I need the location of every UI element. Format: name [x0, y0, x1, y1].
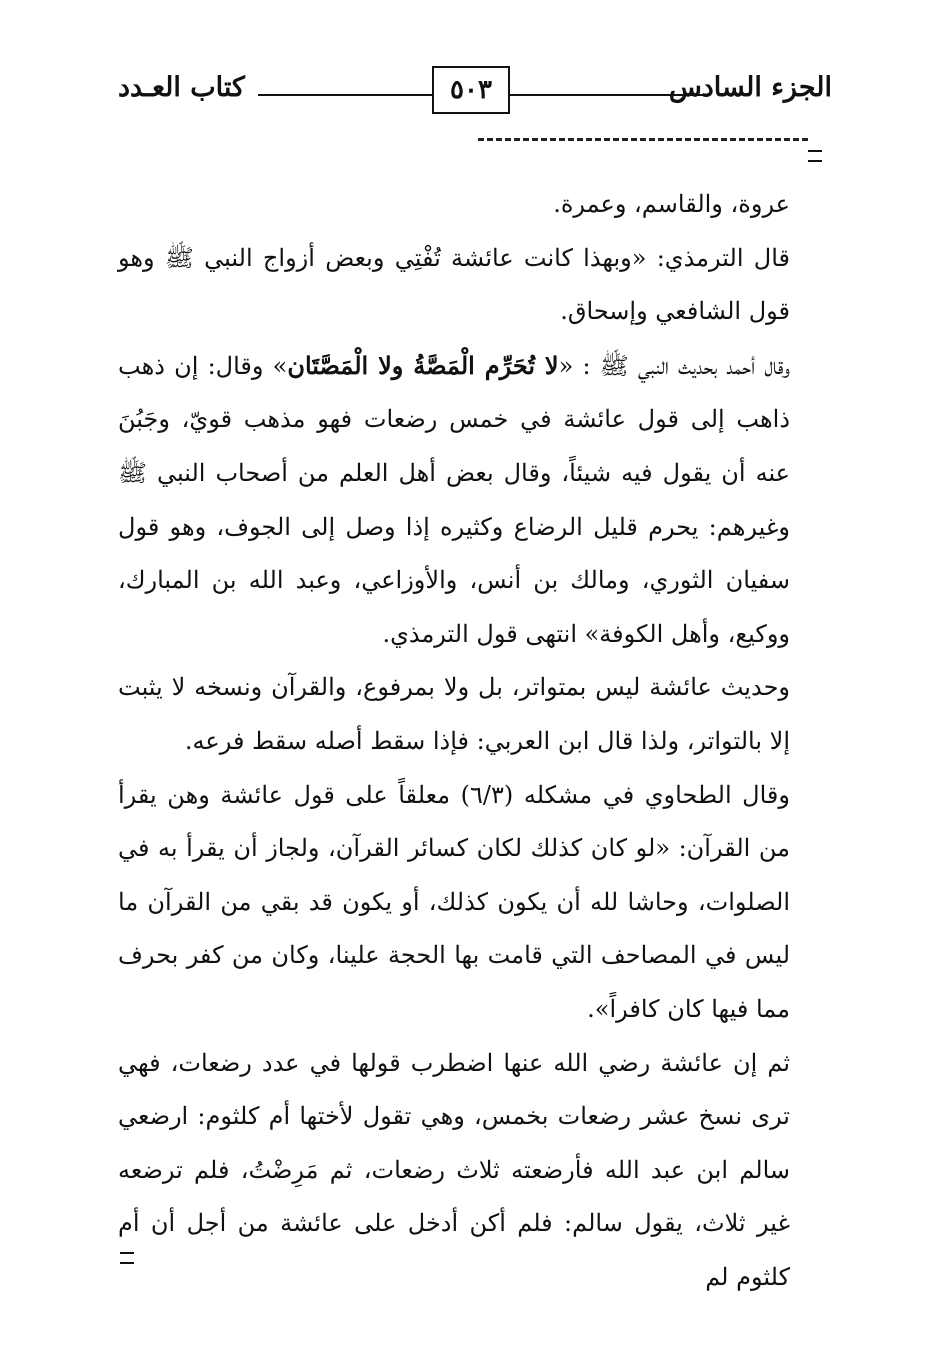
- page-number: ٥٠٣: [432, 66, 510, 114]
- volume-title: الجزء السادس: [668, 72, 832, 103]
- dashed-separator: [478, 138, 808, 141]
- book-title: كتاب العـدد: [118, 72, 245, 103]
- paragraph: [118, 339, 790, 662]
- paragraph-text: وقال أحمد بحديث النبي ﷺ : «: [558, 351, 790, 380]
- hadith-quote: لا تُحَرِّم الْمَصَّةُ ولا الْمَصَّتَان: [287, 350, 559, 380]
- paragraph: قال الترمذي: «وبهذا كانت عائشة تُفْتِي وبعض أزواج النبي ﷺ وهو قول الشافعي وإسحاق.: [118, 243, 790, 326]
- paragraph: ثم إن عائشة رضي الله عنها اضطرب قولها في عدد رضعات، فهي ترى نسخ عشر رضعات بخمس، وهي تقول لأختها أم كلثوم: ارضعي سالم ابن عبد الله فأرضعته ثلاث رضعات، ثم مَرِضْتُ، فلم ترضعه غير ثلاث، يقول سالم: فلم أكن أدخل على عائشة من أجل أن أم كلثوم لم: [118, 1048, 790, 1291]
- page-body: [118, 178, 790, 1304]
- paragraph: وقال الطحاوي في مشكله (٦/٣) معلقاً على قول عائشة وهن يقرأ من القرآن: «لو كان كذلك لكان كسائر القرآن، ولجاز أن يقرأ به في الصلوات، وحاشا لله أن يكون كذلك، أو يكون قد بقي من القرآن ما ليس في المصاحف التي قامت بها الحجة علينا، وكان من كفر بحرف مما فيها كان كافراً».: [118, 780, 790, 1023]
- page-header: [118, 64, 832, 124]
- continuation-mark-bottom: [120, 1252, 134, 1264]
- paragraph-text: » وقال: إن ذهب ذاهب إلى قول عائشة في خمس رضعات فهو مذهب قويّ، وجَبُنَ عنه أن يقول فيه شيئاً، وقال بعض أهل العلم من أصحاب النبي ﷺ وغيرهم: يحرم قليل الرضاع وكثيره إذا وصل إلى الجوف، وهو قول سفيان الثوري، ومالك بن أنس، والأوزاعي، وعبد الله بن المبارك، ووكيع، وأهل الكوفة» انتهى قول الترمذي.: [118, 351, 791, 648]
- paragraph: عروة، والقاسم، وعمرة.: [553, 190, 790, 218]
- paragraph: وحديث عائشة ليس بمتواتر، بل ولا بمرفوع، والقرآن ونسخه لا يثبت إلا بالتواتر، ولذا قال ابن العربي: فإذا سقط أصله سقط فرعه.: [118, 673, 790, 755]
- continuation-mark-top: [808, 150, 822, 162]
